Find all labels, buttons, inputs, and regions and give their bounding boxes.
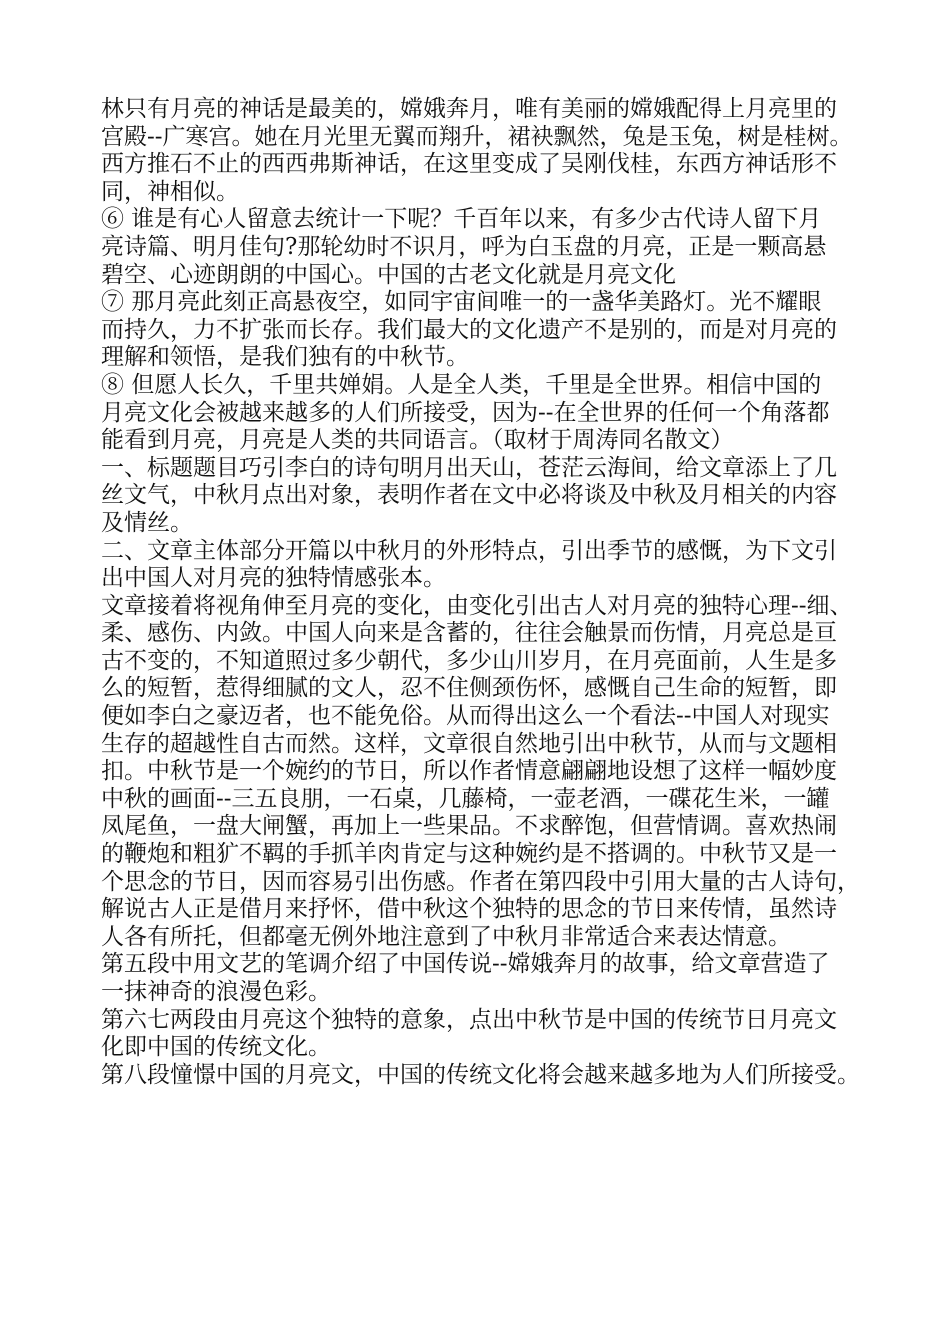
paragraph-myth-continuation: 林只有月亮的神话是最美的，嫦娥奔月，唯有美丽的嫦娥配得上月亮里的 宫殿--广寒宫。她在月光里无翼而翔升，裙袂飘然，兔是玉兔，树是桂树。 西方推石不止的西西弗斯神话，在这里变成了吴刚伐桂，东西方神话形不 同，神相似。: [101, 96, 853, 205]
analysis-section-8: 第八段憧憬中国的月亮文，中国的传统文化将会越来越多地为人们所接受。: [101, 1061, 860, 1088]
analysis-point-2: 二、文章主体部分开篇以中秋月的外形特点，引出季节的感慨，为下文引 出中国人对月亮的独特情感张本。: [101, 537, 837, 592]
paragraph-8: ⑧ 但愿人长久，千里共婵娟。人是全人类，千里是全世界。相信中国的 月亮文化会被越来越多的人们所接受，因为--在全世界的任何一个角落都 能看到月亮，月亮是人类的共同语言。（取材于周涛同名散文）: [101, 371, 830, 454]
document-page: [101, 96, 871, 1089]
paragraph-7: ⑦ 那月亮此刻正高悬夜空，如同宇宙间唯一的一盏华美路灯。光不耀眼 而持久，力不扩张而长存。我们最大的文化遗产不是别的，而是对月亮的 理解和领悟，是我们独有的中秋节。: [101, 289, 837, 371]
analysis-body: 文章接着将视角伸至月亮的变化，由变化引出古人对月亮的独特心理--细、 柔、感伤、内敛。中国人向来是含蓄的，往往会触景而伤情，月亮总是亘 古不变的，不知道照过多少朝代，多少山川岁月，在月亮面前，人生是多 么的短暂，惹得细腻的文人，忍不住侧颈伤怀，感慨自己生命的短暂，即 便如李白之豪迈者，也不能免俗。从而得出这么一个看法--中国人对现实 生存的超越性自古而然。这样，文章很自然地引出中秋节，从而与文题相 扣。中秋节是一个婉约的节日，所以作者情意翩翩地设想了这样一幅妙度 中秋的画面--三五良朋，一石桌，几藤椅，一壶老酒，一碟花生米，一罐 凤尾鱼，一盘大闸蟹，再加上一些果品。不求醉饱，但营情调。喜欢热闹 的鞭炮和粗犷不羁的手抓羊肉肯定与这种婉约是不搭调的。中秋节又是一 个思念的节日，因而容易引出伤感。作者在第四段中引用大量的古人诗句， 解说古人正是借月来抒怀，借中秋这个独特的思念的节日来传情，虽然诗 人各有所托，但都毫无例外地注意到了中秋月非常适合来表达情意。: [101, 592, 860, 950]
analysis-section-5: 第五段中用文艺的笔调介绍了中国传说--嫦娥奔月的故事，给文章营造了 一抹神奇的浪漫色彩。: [101, 951, 830, 1005]
analysis-point-1: 一、标题题目巧引李白的诗句明月出天山，苍茫云海间，给文章添上了几 丝文气，中秋月点出对象，表明作者在文中必将谈及中秋及月相关的内容 及情丝。: [101, 454, 837, 536]
paragraph-6: ⑥ 谁是有心人留意去统计一下呢？千百年以来，有多少古代诗人留下月 亮诗篇、明月佳句?那轮幼时不识月，呼为白玉盘的月亮，正是一颗高悬 碧空、心迹朗朗的中国心。中国的古老文化就是月亮文化: [101, 206, 827, 288]
analysis-sections-6-7: 第六七两段由月亮这个独特的意象，点出中秋节是中国的传统节日月亮文 化即中国的传统文化。: [101, 1006, 837, 1061]
